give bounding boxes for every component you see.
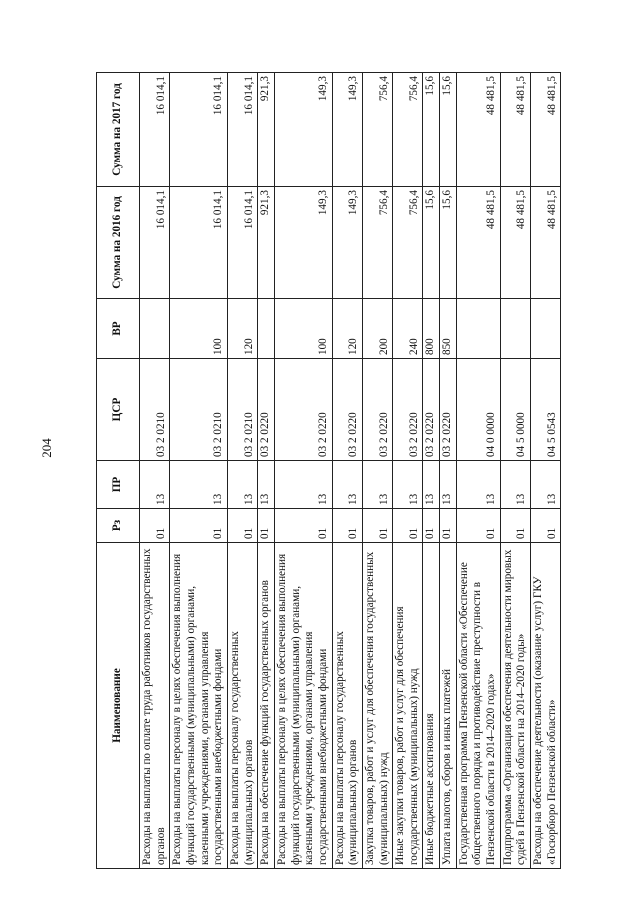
cell-sum-2016: 16 014,1 (140, 187, 170, 299)
rotated-table-container (96, 73, 558, 869)
budget-table (96, 72, 561, 869)
table-row (531, 73, 561, 869)
cell-sum-2017: 756,4 (362, 73, 392, 187)
cell-sum-2017: 48 481,5 (456, 73, 500, 187)
header-sum-2017: Сумма на 2017 год (97, 73, 140, 187)
cell-rz: 01 (332, 509, 362, 543)
table-row (456, 73, 500, 869)
page-number: 204 (39, 438, 54, 458)
table-row (258, 73, 275, 869)
table-row (423, 73, 440, 869)
cell-pr: 13 (274, 461, 332, 509)
cell-name: Подпрограмма «Организация обеспечения деятельности мировых судей в Пензенской области на 2014–2020 годы» (500, 543, 530, 869)
cell-pr: 13 (531, 461, 561, 509)
header-sum-2016: Сумма на 2016 год (97, 187, 140, 299)
cell-vr: 100 (170, 299, 228, 359)
cell-rz: 01 (440, 509, 457, 543)
cell-name: Иные закупки товаров, работ и услуг для обеспечения государственных (муниципальных) нужд (393, 543, 423, 869)
cell-sum-2016: 16 014,1 (170, 187, 228, 299)
header-name: Наименование (97, 543, 140, 869)
cell-pr: 13 (362, 461, 392, 509)
header-pr: ПР (97, 461, 140, 509)
cell-sum-2017: 15,6 (440, 73, 457, 187)
cell-sum-2017: 16 014,1 (227, 73, 257, 187)
cell-name: Расходы на выплаты персоналу государственных (муниципальных) органов (227, 543, 257, 869)
cell-name: Расходы на обеспечение деятельности (оказание услуг) ГКУ «Госюрбюро Пензенской области» (531, 543, 561, 869)
cell-vr (500, 299, 530, 359)
cell-name: Расходы на выплаты по оплате труда работников государственных органов (140, 543, 170, 869)
cell-sum-2017: 756,4 (393, 73, 423, 187)
cell-csr: 04 0 0000 (456, 359, 500, 461)
cell-pr: 13 (456, 461, 500, 509)
cell-sum-2016: 48 481,5 (500, 187, 530, 299)
cell-sum-2017: 48 481,5 (531, 73, 561, 187)
cell-sum-2017: 149,3 (274, 73, 332, 187)
cell-rz: 01 (500, 509, 530, 543)
cell-csr: 03 2 0220 (258, 359, 275, 461)
cell-sum-2017: 48 481,5 (500, 73, 530, 187)
cell-sum-2016: 48 481,5 (456, 187, 500, 299)
cell-sum-2017: 921,3 (258, 73, 275, 187)
cell-rz: 01 (274, 509, 332, 543)
cell-rz: 01 (140, 509, 170, 543)
cell-rz: 01 (423, 509, 440, 543)
header-csr: ЦСР (97, 359, 140, 461)
cell-sum-2017: 149,3 (332, 73, 362, 187)
cell-csr: 03 2 0220 (423, 359, 440, 461)
cell-name: Государственная программа Пензенской области «Обеспечение общественного порядка и противодействие преступности в Пензенской области в 2014–2020 годах» (456, 543, 500, 869)
cell-name: Закупка товаров, работ и услуг для обеспечения государственных (муниципальных) нужд (362, 543, 392, 869)
table-header-row (97, 73, 140, 869)
cell-sum-2016: 48 481,5 (531, 187, 561, 299)
cell-vr: 120 (227, 299, 257, 359)
cell-vr (140, 299, 170, 359)
cell-name: Расходы на обеспечение функций государственных органов (258, 543, 275, 869)
cell-sum-2016: 921,3 (258, 187, 275, 299)
cell-sum-2016: 149,3 (332, 187, 362, 299)
cell-rz: 01 (170, 509, 228, 543)
cell-sum-2017: 16 014,1 (170, 73, 228, 187)
cell-rz: 01 (362, 509, 392, 543)
cell-pr: 13 (170, 461, 228, 509)
cell-vr (456, 299, 500, 359)
cell-pr: 13 (440, 461, 457, 509)
cell-sum-2017: 16 014,1 (140, 73, 170, 187)
cell-rz: 01 (456, 509, 500, 543)
cell-vr (258, 299, 275, 359)
cell-name: Расходы на выплаты персоналу в целях обеспечения выполнения функций государственными (муниципальными) органами, казенными учреждениями, органами управления государственными внебюджетными фондами (274, 543, 332, 869)
table-row (362, 73, 392, 869)
table-row (440, 73, 457, 869)
cell-vr: 240 (393, 299, 423, 359)
cell-csr: 03 2 0210 (140, 359, 170, 461)
cell-csr: 03 2 0220 (393, 359, 423, 461)
cell-name: Расходы на выплаты персоналу государственных (муниципальных) органов (332, 543, 362, 869)
cell-pr: 13 (227, 461, 257, 509)
table-row (393, 73, 423, 869)
cell-csr: 03 2 0220 (362, 359, 392, 461)
cell-name: Уплата налогов, сборов и иных платежей (440, 543, 457, 869)
cell-pr: 13 (500, 461, 530, 509)
header-vr: ВР (97, 299, 140, 359)
cell-vr: 800 (423, 299, 440, 359)
cell-vr: 850 (440, 299, 457, 359)
table-row (332, 73, 362, 869)
header-rz: Рз (97, 509, 140, 543)
cell-vr: 120 (332, 299, 362, 359)
cell-vr: 100 (274, 299, 332, 359)
cell-csr: 03 2 0210 (227, 359, 257, 461)
cell-sum-2016: 15,6 (440, 187, 457, 299)
cell-rz: 01 (531, 509, 561, 543)
cell-sum-2017: 15,6 (423, 73, 440, 187)
cell-csr: 03 2 0220 (332, 359, 362, 461)
cell-pr: 13 (140, 461, 170, 509)
cell-name: Иные бюджетные ассигнования (423, 543, 440, 869)
cell-pr: 13 (258, 461, 275, 509)
cell-sum-2016: 15,6 (423, 187, 440, 299)
cell-csr: 04 5 0543 (531, 359, 561, 461)
cell-csr: 03 2 0220 (440, 359, 457, 461)
cell-pr: 13 (332, 461, 362, 509)
cell-rz: 01 (393, 509, 423, 543)
cell-pr: 13 (423, 461, 440, 509)
cell-sum-2016: 149,3 (274, 187, 332, 299)
cell-sum-2016: 16 014,1 (227, 187, 257, 299)
table-row (500, 73, 530, 869)
table-row (227, 73, 257, 869)
table-row (274, 73, 332, 869)
cell-csr: 03 2 0220 (274, 359, 332, 461)
cell-name: Расходы на выплаты персоналу в целях обеспечения выполнения функций государственными (муниципальными) органами, казенными учреждениями, органами управления государственными внебюджетными фондами (170, 543, 228, 869)
cell-csr: 04 5 0000 (500, 359, 530, 461)
cell-vr (531, 299, 561, 359)
cell-vr: 200 (362, 299, 392, 359)
cell-rz: 01 (258, 509, 275, 543)
cell-pr: 13 (393, 461, 423, 509)
cell-rz: 01 (227, 509, 257, 543)
table-row (170, 73, 228, 869)
table-row (140, 73, 170, 869)
cell-sum-2016: 756,4 (362, 187, 392, 299)
cell-sum-2016: 756,4 (393, 187, 423, 299)
cell-csr: 03 2 0210 (170, 359, 228, 461)
